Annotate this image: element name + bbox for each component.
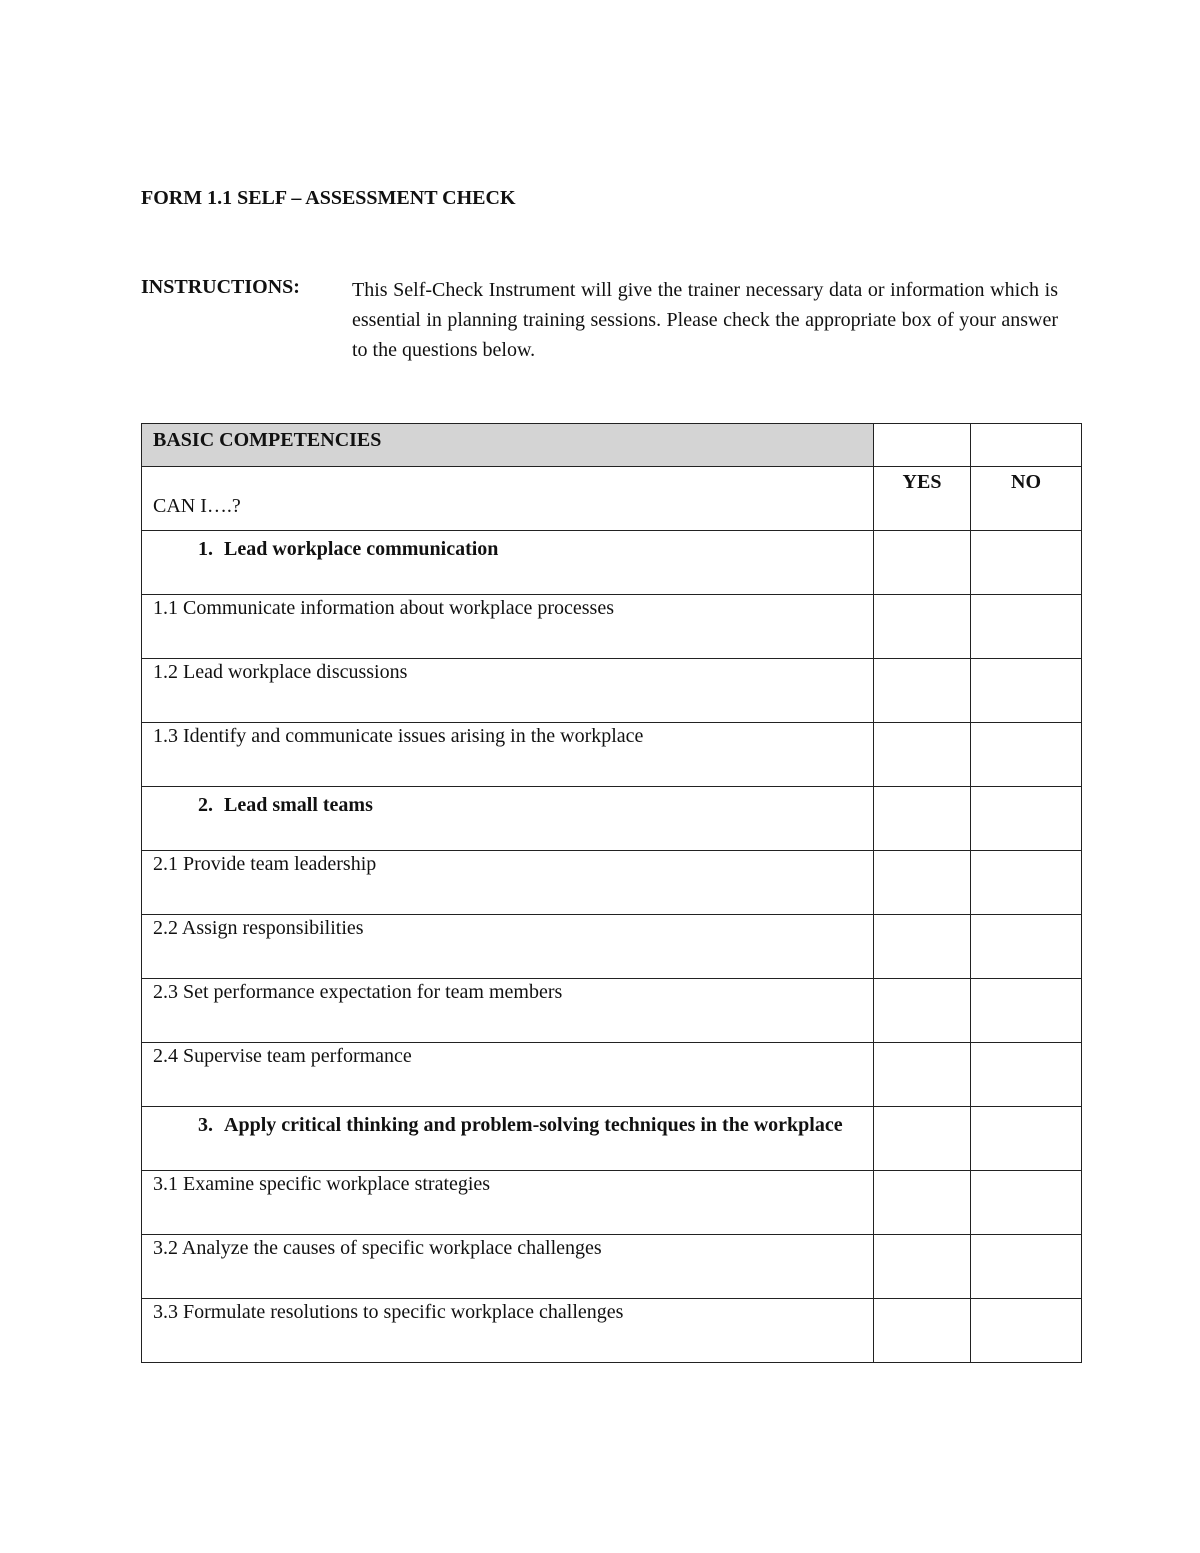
table-row (142, 531, 1082, 595)
header-no-blank (971, 424, 1082, 467)
no-column-header (971, 467, 1082, 531)
competency-item-text: 3.3 Formulate resolutions to specific workplace challenges (153, 1301, 624, 1323)
competency-item (142, 1171, 874, 1235)
table-row (142, 851, 1082, 915)
yes-checkbox-cell[interactable] (874, 851, 971, 915)
yes-checkbox-cell[interactable] (874, 915, 971, 979)
table-row (142, 979, 1082, 1043)
no-checkbox-cell[interactable] (971, 659, 1082, 723)
instructions-label: INSTRUCTIONS: (141, 276, 300, 298)
yes-label: YES (902, 471, 942, 493)
competency-item (142, 1043, 874, 1107)
competency-item-text: 2.1 Provide team leadership (153, 853, 377, 875)
no-checkbox-cell[interactable] (971, 1107, 1082, 1171)
can-i-cell (142, 467, 874, 531)
can-i-label: CAN I….? (153, 495, 241, 517)
section-heading-2 (142, 787, 874, 851)
yes-checkbox-cell[interactable] (874, 979, 971, 1043)
section-number: 1. (198, 538, 213, 560)
section-heading-1 (142, 531, 874, 595)
yes-column-header (874, 467, 971, 531)
competency-item (142, 851, 874, 915)
section-heading-3 (142, 1107, 874, 1171)
competency-item (142, 1299, 874, 1363)
no-checkbox-cell[interactable] (971, 595, 1082, 659)
competency-item (142, 979, 874, 1043)
no-checkbox-cell[interactable] (971, 723, 1082, 787)
no-checkbox-cell[interactable] (971, 915, 1082, 979)
table-row (142, 1235, 1082, 1299)
section-title: Lead small teams (224, 794, 373, 816)
table-row (142, 915, 1082, 979)
section-title: Lead workplace communication (224, 538, 499, 560)
header-cell (142, 424, 874, 467)
no-checkbox-cell[interactable] (971, 979, 1082, 1043)
yes-checkbox-cell[interactable] (874, 1299, 971, 1363)
competency-item-text: 1.2 Lead workplace discussions (153, 661, 408, 683)
competency-item-text: 2.4 Supervise team performance (153, 1045, 412, 1067)
no-checkbox-cell[interactable] (971, 1235, 1082, 1299)
competency-item-text: 2.2 Assign responsibilities (153, 917, 364, 939)
no-checkbox-cell[interactable] (971, 1171, 1082, 1235)
yes-checkbox-cell[interactable] (874, 1171, 971, 1235)
no-label: NO (1011, 471, 1041, 493)
competency-item (142, 659, 874, 723)
yes-checkbox-cell[interactable] (874, 1043, 971, 1107)
yes-checkbox-cell[interactable] (874, 1235, 971, 1299)
competency-item (142, 915, 874, 979)
competency-item-text: 1.3 Identify and communicate issues arising in the workplace (153, 725, 644, 747)
form-title: FORM 1.1 SELF – ASSESSMENT CHECK (141, 187, 516, 209)
competency-item-text: 3.1 Examine specific workplace strategies (153, 1173, 491, 1195)
competency-item-text: 3.2 Analyze the causes of specific workplace challenges (153, 1237, 602, 1259)
instructions-text: This Self-Check Instrument will give the trainer necessary data or information which is essential in planning training sessions. Please check the appropriate box of your answer to the questions below. (352, 279, 1058, 361)
section-number: 2. (198, 794, 213, 816)
no-checkbox-cell[interactable] (971, 1043, 1082, 1107)
table-row (142, 595, 1082, 659)
table-row (142, 1107, 1082, 1171)
table-row (142, 659, 1082, 723)
self-assessment-table (141, 423, 1082, 1363)
section-number: 3. (198, 1114, 213, 1136)
table-row (142, 787, 1082, 851)
table-row (142, 723, 1082, 787)
header-yes-blank (874, 424, 971, 467)
table-row (142, 1299, 1082, 1363)
yes-checkbox-cell[interactable] (874, 595, 971, 659)
yes-checkbox-cell[interactable] (874, 531, 971, 595)
yes-checkbox-cell[interactable] (874, 659, 971, 723)
competency-item-text: 2.3 Set performance expectation for team members (153, 981, 563, 1003)
competency-item (142, 723, 874, 787)
no-checkbox-cell[interactable] (971, 531, 1082, 595)
no-checkbox-cell[interactable] (971, 851, 1082, 915)
yes-checkbox-cell[interactable] (874, 787, 971, 851)
competency-item (142, 1235, 874, 1299)
yes-checkbox-cell[interactable] (874, 1107, 971, 1171)
section-title: Apply critical thinking and problem-solving techniques in the workplace (224, 1114, 843, 1136)
competency-item-text: 1.1 Communicate information about workplace processes (153, 597, 614, 619)
basic-competencies-heading: BASIC COMPETENCIES (153, 429, 382, 451)
no-checkbox-cell[interactable] (971, 1299, 1082, 1363)
competency-item (142, 595, 874, 659)
table-row (142, 1043, 1082, 1107)
table-row (142, 1171, 1082, 1235)
no-checkbox-cell[interactable] (971, 787, 1082, 851)
yes-checkbox-cell[interactable] (874, 723, 971, 787)
